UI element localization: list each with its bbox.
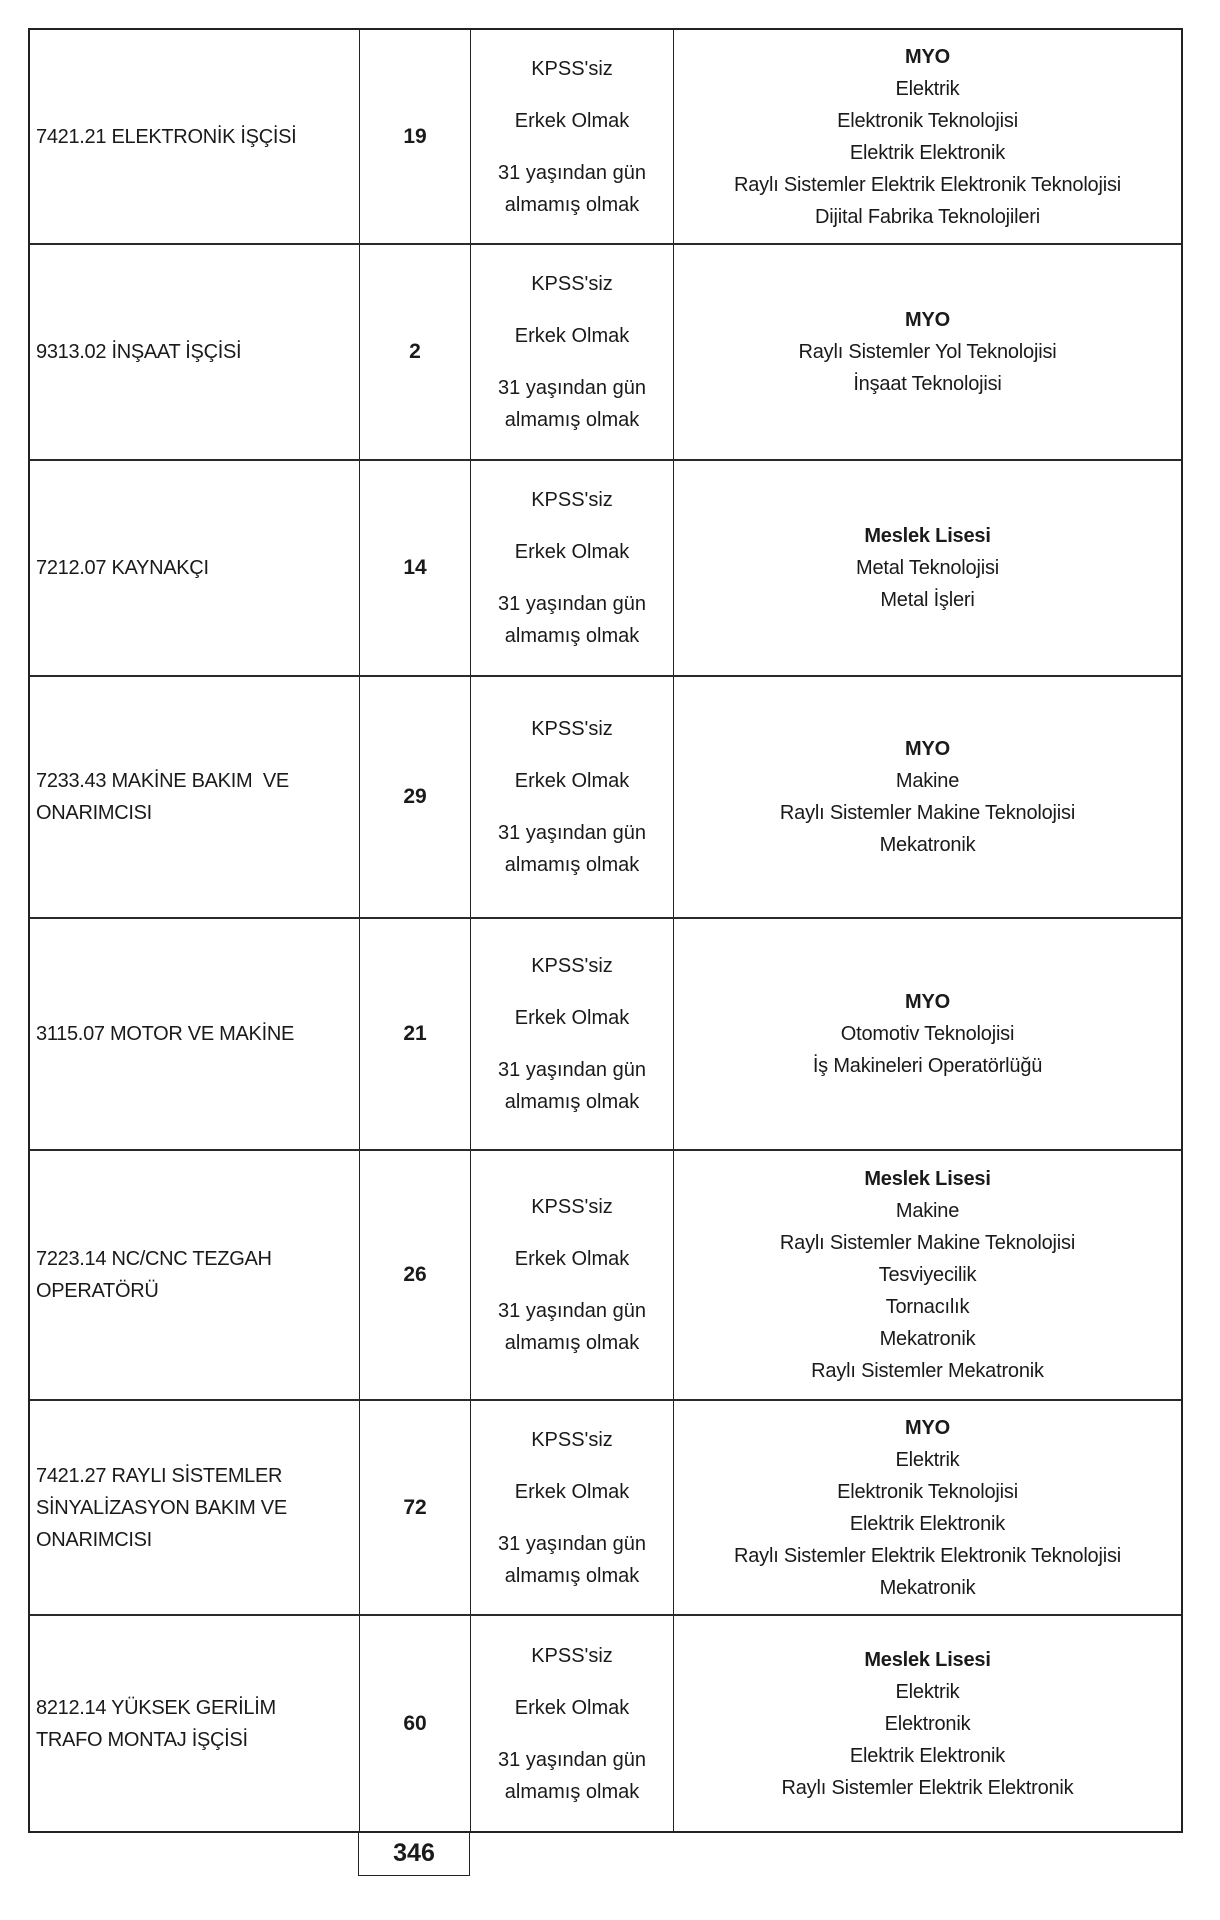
department: Makine — [895, 1200, 960, 1222]
count-cell — [360, 1616, 471, 1831]
department: Elektronik Teknolojisi — [837, 109, 1018, 132]
requirement-age: 31 yaşından gün — [498, 822, 646, 844]
position-name: 8212.14 YÜKSEK GERİLİM — [36, 1696, 276, 1719]
education-type: MYO — [905, 45, 950, 68]
count-cell — [360, 919, 471, 1149]
requirement-gender: Erkek Olmak — [514, 109, 630, 132]
position-count: 60 — [403, 1711, 427, 1735]
position-count: 72 — [403, 1495, 427, 1519]
requirement-age: 31 yaşından gün — [498, 1532, 646, 1555]
count-cell — [360, 461, 471, 675]
requirement-age: 31 yaşından gün — [498, 377, 646, 399]
table-row — [30, 1151, 1181, 1401]
table-row — [30, 919, 1181, 1151]
department: Tesviyecilik — [878, 1264, 977, 1286]
requirement-kpss: KPSS'siz — [531, 1644, 613, 1667]
table-row — [30, 677, 1181, 919]
requirement-age-cont: almamış olmak — [504, 1780, 640, 1803]
education-type: Meslek Lisesi — [864, 1648, 991, 1671]
position-cell — [30, 1401, 360, 1614]
requirement-gender: Erkek Olmak — [514, 1696, 630, 1719]
department: Makine — [895, 770, 960, 792]
position-name-cont: ONARIMCISI — [36, 802, 152, 824]
position-cell — [30, 1151, 360, 1399]
position-count: 2 — [409, 340, 421, 363]
department: Raylı Sistemler Mekatronik — [811, 1360, 1044, 1382]
position-cell — [30, 461, 360, 675]
department: Raylı Sistemler Makine Teknolojisi — [779, 1232, 1076, 1254]
requirements-cell — [471, 30, 674, 243]
position-count: 29 — [403, 785, 427, 808]
position-cell — [30, 1616, 360, 1831]
education-type: MYO — [905, 991, 950, 1013]
table-row — [30, 1401, 1181, 1616]
department: Mekatronik — [879, 1328, 976, 1350]
department: Elektronik Teknolojisi — [837, 1480, 1018, 1503]
education-cell — [674, 1616, 1181, 1831]
requirement-age: 31 yaşından gün — [498, 593, 646, 615]
position-count: 21 — [403, 1022, 427, 1045]
position-count: 19 — [403, 124, 427, 148]
count-cell — [360, 1401, 471, 1614]
position-cell — [30, 919, 360, 1149]
requirement-gender: Erkek Olmak — [514, 770, 630, 792]
table-row — [30, 1616, 1181, 1831]
position-name: 9313.02 İNŞAAT İŞÇİSİ — [36, 341, 242, 363]
education-cell — [674, 919, 1181, 1149]
department: Elektrik Elektronik — [849, 1512, 1006, 1535]
education-cell — [674, 245, 1181, 459]
requirement-gender: Erkek Olmak — [514, 325, 630, 347]
education-cell — [674, 1151, 1181, 1399]
department: Raylı Sistemler Elektrik Elektronik — [781, 1776, 1074, 1799]
requirement-age: 31 yaşından gün — [498, 161, 646, 184]
requirements-cell — [471, 245, 674, 459]
department: Elektrik — [895, 77, 960, 100]
count-cell — [360, 677, 471, 917]
requirements-cell — [471, 1401, 674, 1614]
position-cell — [30, 677, 360, 917]
requirements-cell — [471, 919, 674, 1149]
education-cell — [674, 30, 1181, 243]
department: Metal İşleri — [880, 589, 975, 611]
department: Raylı Sistemler Makine Teknolojisi — [779, 802, 1076, 824]
department: Mekatronik — [879, 834, 976, 856]
department: Elektrik Elektronik — [849, 141, 1006, 164]
position-name-cont: SİNYALİZASYON BAKIM VE — [36, 1496, 287, 1519]
requirements-cell — [471, 677, 674, 917]
requirement-age-cont: almamış olmak — [504, 854, 640, 876]
requirement-kpss: KPSS'siz — [531, 1196, 613, 1218]
requirement-age-cont: almamış olmak — [504, 1332, 640, 1354]
requirement-gender: Erkek Olmak — [514, 541, 630, 563]
education-cell — [674, 461, 1181, 675]
position-name: 7421.21 ELEKTRONİK İŞÇİSİ — [36, 125, 297, 148]
department: Raylı Sistemler Elektrik Elektronik Teknolojisi — [733, 173, 1122, 196]
requirement-age: 31 yaşından gün — [498, 1748, 646, 1771]
table-row — [30, 30, 1181, 245]
department: İş Makineleri Operatörlüğü — [812, 1055, 1043, 1077]
table-row — [30, 245, 1181, 461]
count-cell — [360, 245, 471, 459]
requirement-kpss: KPSS'siz — [531, 1428, 613, 1451]
education-type: MYO — [905, 738, 950, 760]
position-name: 7212.07 KAYNAKÇI — [36, 557, 209, 579]
education-type: MYO — [905, 1416, 950, 1439]
position-count: 26 — [403, 1263, 427, 1286]
education-type: Meslek Lisesi — [864, 525, 991, 547]
department: Tornacılık — [885, 1296, 970, 1318]
department: İnşaat Teknolojisi — [853, 373, 1002, 395]
position-name: 7421.27 RAYLI SİSTEMLER — [36, 1464, 283, 1487]
requirements-cell — [471, 1151, 674, 1399]
department: Dijital Fabrika Teknolojileri — [814, 205, 1041, 228]
position-name: 7223.14 NC/CNC TEZGAH — [36, 1248, 272, 1270]
count-cell — [360, 30, 471, 243]
position-name: 7233.43 MAKİNE BAKIM VE — [36, 770, 289, 792]
requirement-age-cont: almamış olmak — [504, 409, 640, 431]
department: Elektrik — [895, 1448, 960, 1471]
department: Raylı Sistemler Yol Teknolojisi — [798, 341, 1057, 363]
positions-table — [28, 28, 1183, 1833]
table-row — [30, 461, 1181, 677]
requirement-age: 31 yaşından gün — [498, 1300, 646, 1322]
education-cell — [674, 677, 1181, 917]
requirements-cell — [471, 461, 674, 675]
requirement-age-cont: almamış olmak — [504, 1091, 640, 1113]
requirement-gender: Erkek Olmak — [514, 1248, 630, 1270]
requirement-kpss: KPSS'siz — [531, 489, 613, 511]
requirement-age-cont: almamış olmak — [504, 1564, 640, 1587]
requirements-cell — [471, 1616, 674, 1831]
position-name-cont: ONARIMCISI — [36, 1528, 152, 1551]
department: Metal Teknolojisi — [856, 557, 999, 579]
department: Otomotiv Teknolojisi — [840, 1023, 1015, 1045]
position-cell — [30, 30, 360, 243]
requirement-age-cont: almamış olmak — [504, 193, 640, 216]
requirement-age-cont: almamış olmak — [504, 625, 640, 647]
department: Elektrik Elektronik — [849, 1744, 1006, 1767]
education-type: Meslek Lisesi — [864, 1168, 991, 1190]
requirement-kpss: KPSS'siz — [531, 273, 613, 295]
position-name: 3115.07 MOTOR VE MAKİNE — [36, 1023, 295, 1045]
department: Raylı Sistemler Elektrik Elektronik Teknolojisi — [733, 1544, 1122, 1567]
requirement-age: 31 yaşından gün — [498, 1059, 646, 1081]
position-cell — [30, 245, 360, 459]
position-name-cont: TRAFO MONTAJ İŞÇİSİ — [36, 1728, 248, 1751]
requirement-kpss: KPSS'siz — [531, 718, 613, 740]
department: Mekatronik — [879, 1576, 976, 1599]
department: Elektrik — [895, 1680, 960, 1703]
position-count: 14 — [403, 556, 427, 579]
education-cell — [674, 1401, 1181, 1614]
requirement-kpss: KPSS'siz — [531, 57, 613, 80]
position-name-cont: OPERATÖRÜ — [36, 1280, 159, 1302]
count-cell — [360, 1151, 471, 1399]
requirement-gender: Erkek Olmak — [514, 1007, 630, 1029]
total-value: 346 — [393, 1838, 435, 1867]
total-count — [358, 1831, 470, 1876]
department: Elektronik — [884, 1712, 971, 1735]
requirement-kpss: KPSS'siz — [531, 955, 613, 977]
requirement-gender: Erkek Olmak — [514, 1480, 630, 1503]
education-type: MYO — [905, 309, 950, 331]
